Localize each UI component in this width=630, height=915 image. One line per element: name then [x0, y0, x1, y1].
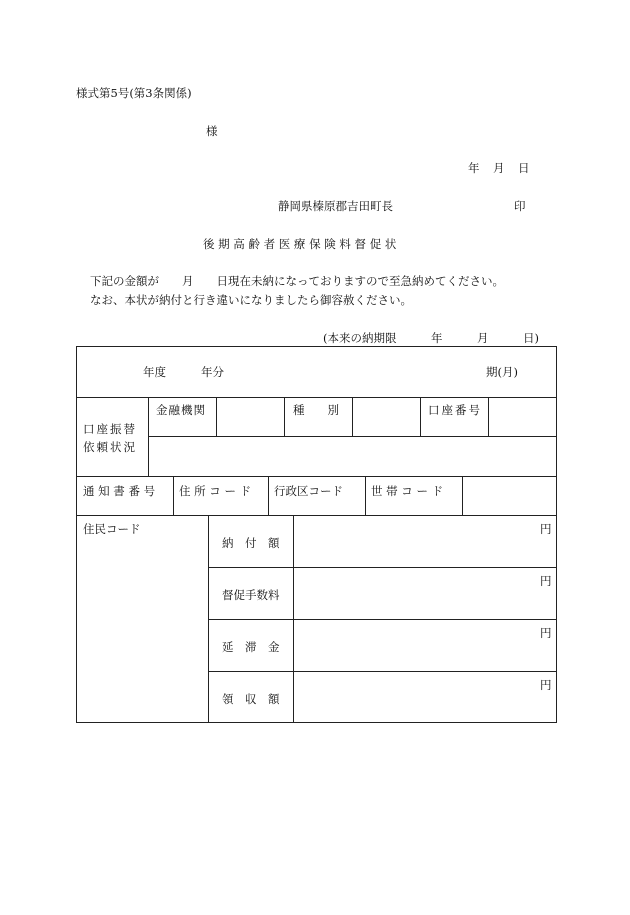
year-portion-label: 年分	[201, 365, 224, 379]
late-fee-label: 延 滞 金	[222, 640, 280, 654]
yen-unit: 円	[540, 522, 552, 536]
fee-label: 督促手数料	[222, 588, 280, 602]
yen-unit: 円	[540, 626, 552, 640]
seal-mark: 印	[514, 199, 526, 213]
notice-table	[76, 346, 557, 723]
yen-unit: 円	[540, 574, 552, 588]
payment-amount-label: 納 付 額	[222, 536, 280, 550]
form-number: 様式第5号(第3条関係)	[76, 86, 192, 100]
period-label: 期(月)	[486, 365, 518, 379]
account-number-label: 口座番号	[428, 403, 482, 417]
issue-date: 年 月 日	[468, 161, 531, 175]
household-code-label: 世 帯 コ ー ド	[371, 484, 444, 498]
address-code-label: 住 所 コ ー ド	[179, 484, 252, 498]
district-code-label: 行政区コード	[274, 484, 343, 498]
document-title: 後 期 高 齢 者 医 療 保 険 料 督 促 状	[203, 237, 397, 251]
notice-number-label: 通 知 書 番 号	[83, 484, 156, 498]
resident-code-label: 住民コード	[83, 522, 141, 536]
body-line-2: なお、本状が納付と行き違いになりましたら御容赦ください。	[90, 293, 412, 307]
issuer-name: 静岡県榛原郡吉田町長	[278, 199, 393, 213]
bank-label: 金融機関	[156, 403, 206, 417]
transfer-label-2: 依頼状況	[83, 440, 137, 454]
account-type-label: 種 別	[293, 403, 339, 417]
yen-unit: 円	[540, 678, 552, 692]
body-line-1: 下記の金額が 月 日現在未納になっておりますので至急納めてください。	[90, 274, 504, 288]
addressee-suffix: 様	[206, 124, 218, 138]
received-amount-label: 領 収 額	[222, 692, 280, 706]
transfer-label-1: 口座振替	[83, 422, 137, 436]
fiscal-year-label: 年度	[143, 365, 166, 379]
original-deadline: (本来の納期限 年 月 日)	[323, 331, 539, 345]
